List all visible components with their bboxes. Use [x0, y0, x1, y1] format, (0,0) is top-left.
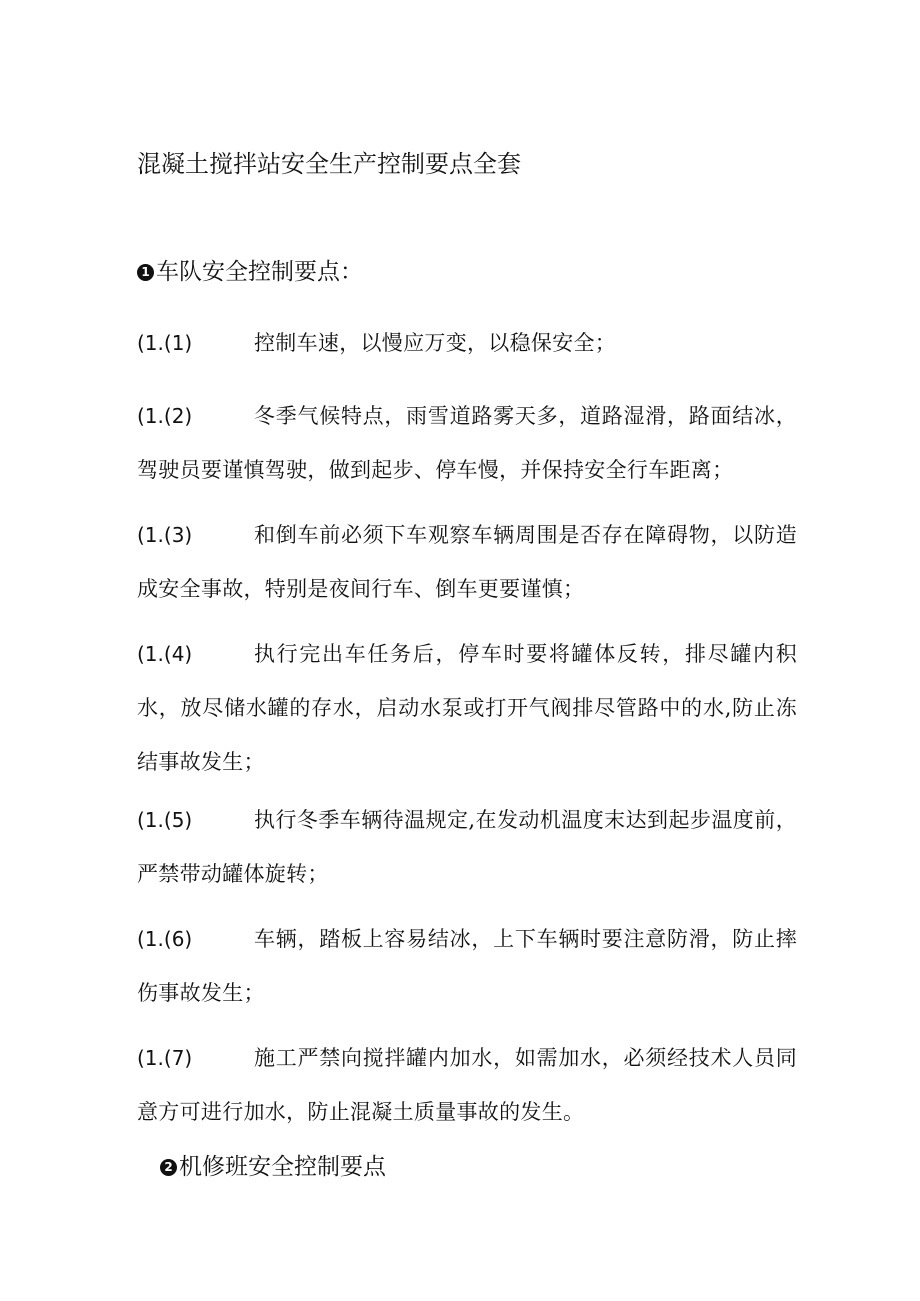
list-item: [137, 508, 797, 616]
list-item: [137, 389, 797, 497]
list-item: [137, 793, 797, 901]
item-number: (1.(1): [137, 331, 193, 355]
item-text: 执行冬季车辆待温规定,在发动机温度末达到起步温度前，严禁带动罐体旋转；: [137, 808, 797, 886]
section-heading-text: 车队安全控制要点：: [156, 259, 363, 285]
list-item: [137, 627, 797, 789]
numbered-bullet-icon: 2: [160, 1159, 177, 1176]
item-text: 和倒车前必须下车观察车辆周围是否存在障碍物，以防造成安全事故，特别是夜间行车、倒车更要谨慎；: [137, 523, 797, 601]
item-text: 冬季气候特点，雨雪道路雾天多，道路湿滑，路面结冰，驾驶员要谨慎驾驶，做到起步、停车慢，并保持安全行车距离；: [137, 404, 797, 482]
section-heading-text: 机修班安全控制要点: [179, 1154, 386, 1180]
section-heading-repair-team: [160, 1150, 386, 1184]
list-item: [137, 1031, 797, 1139]
document-title: 混凝土搅拌站安全生产控制要点全套: [137, 150, 521, 178]
item-text: 控制车速，以慢应万变，以稳保安全；: [254, 331, 617, 355]
item-number: (1.(6): [137, 927, 193, 951]
list-item: [137, 316, 797, 370]
item-number: (1.(7): [137, 1046, 193, 1070]
item-number: (1.(5): [137, 808, 193, 832]
item-number: (1.(3): [137, 523, 193, 547]
numbered-bullet-icon: 1: [137, 264, 154, 281]
item-number: (1.(2): [137, 404, 193, 428]
list-item: [137, 912, 797, 1020]
item-text: 执行完出车任务后，停车时要将罐体反转，排尽罐内积水，放尽储水罐的存水，启动水泵或打开气阀排尽管路中的水,防止冻结事故发生；: [137, 642, 797, 774]
item-text: 车辆，踏板上容易结冰，上下车辆时要注意防滑，防止摔伤事故发生；: [137, 927, 797, 1005]
item-text: 施工严禁向搅拌罐内加水，如需加水，必须经技术人员同意方可进行加水，防止混凝土质量事故的发生。: [137, 1046, 797, 1124]
section-heading-fleet: [137, 255, 363, 289]
item-number: (1.(4): [137, 642, 193, 666]
